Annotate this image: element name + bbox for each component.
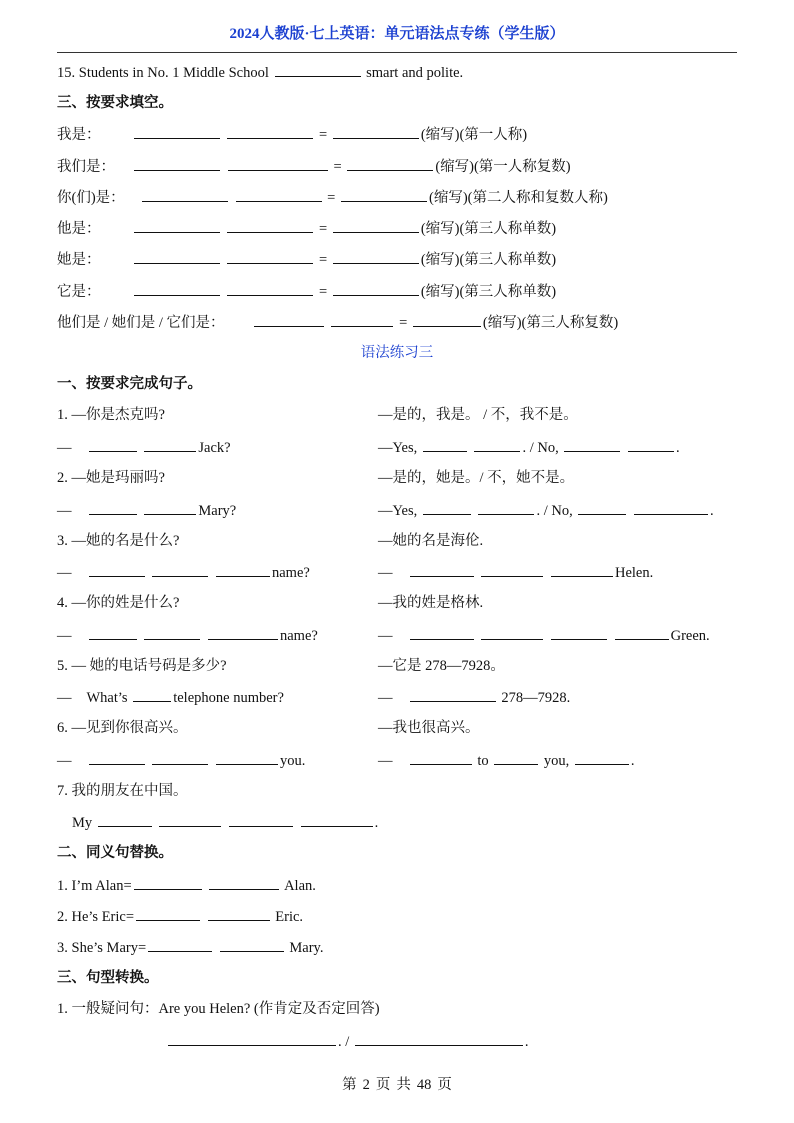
dash: —	[57, 753, 72, 769]
synonym-end: Eric.	[275, 909, 304, 925]
section-title: 三、句型转换。	[57, 970, 159, 986]
equals-sign: =	[319, 221, 328, 237]
blank[interactable]	[144, 500, 196, 515]
blank[interactable]	[333, 249, 419, 264]
a-end: .	[709, 503, 714, 519]
blank[interactable]	[152, 750, 208, 765]
blank[interactable]	[89, 437, 137, 452]
fill-row	[57, 124, 527, 145]
synonym-row	[57, 906, 303, 927]
yes-text: —Yes,	[378, 503, 418, 519]
synonym-end: Mary.	[289, 940, 324, 956]
blank[interactable]	[341, 187, 427, 202]
transform-answer	[166, 1031, 529, 1052]
fill-note: (缩写)(第一人称)	[420, 127, 528, 143]
blank[interactable]	[89, 500, 137, 515]
blank[interactable]	[227, 281, 313, 296]
blank[interactable]	[229, 812, 293, 827]
blank[interactable]	[227, 218, 313, 233]
dash: —	[378, 753, 393, 769]
blank[interactable]	[142, 187, 228, 202]
synonym-text: 1. I’m Alan=	[57, 878, 132, 894]
blank[interactable]	[208, 625, 278, 640]
blank[interactable]	[578, 500, 626, 515]
sep-text: . / No,	[536, 503, 573, 519]
a-end: Helen.	[615, 565, 654, 581]
blank[interactable]	[355, 1031, 523, 1046]
q-end: name?	[272, 565, 310, 581]
footer-text: 共	[396, 1077, 411, 1093]
blank[interactable]	[236, 187, 322, 202]
footer-text: 页	[375, 1077, 391, 1093]
sentence-1-q-blanks	[57, 437, 231, 458]
dash: —	[57, 503, 72, 519]
q-end: Mary?	[198, 503, 237, 519]
dash: —	[378, 628, 393, 644]
q-pre: What’s	[86, 690, 128, 706]
sep-text: . /	[338, 1034, 350, 1050]
blank[interactable]	[89, 625, 137, 640]
blank[interactable]	[564, 437, 620, 452]
fill-label: 他们是 / 她们是 / 它们是：	[57, 315, 225, 331]
a-end: .	[675, 440, 680, 456]
total-pages: 48	[416, 1077, 432, 1093]
blank[interactable]	[331, 312, 393, 327]
sentence-5-answer: —它是 278—7928。	[378, 658, 505, 674]
to-text: to	[477, 753, 489, 769]
sentence-1-question: 1. —你是杰克吗?	[57, 407, 165, 423]
footer-text: 页	[437, 1077, 452, 1093]
dash: —	[57, 628, 72, 644]
blank[interactable]	[144, 625, 200, 640]
sentence-3-q-blanks	[57, 562, 310, 583]
blank[interactable]	[474, 437, 520, 452]
synonym-row	[57, 937, 323, 958]
blank[interactable]	[410, 562, 474, 577]
fill-note: (缩写)(第三人称复数)	[482, 315, 619, 331]
blank[interactable]	[136, 906, 200, 921]
sentence-3-a-blanks	[378, 562, 653, 583]
fill-label: 我们是：	[57, 159, 115, 175]
sentence-1-answer: —是的，我是。 / 不，我不是。	[378, 407, 578, 423]
question-15	[57, 62, 463, 83]
blank[interactable]	[628, 437, 674, 452]
sentence-3-answer: —她的名是海伦.	[378, 533, 484, 549]
blank[interactable]	[413, 312, 481, 327]
fill-note: (缩写)(第二人称和复数人称)	[428, 190, 608, 206]
blank[interactable]	[551, 625, 607, 640]
blank[interactable]	[144, 437, 196, 452]
blank[interactable]	[423, 437, 467, 452]
fill-note: (缩写)(第一人称复数)	[435, 159, 571, 175]
sep-text: . / No,	[522, 440, 559, 456]
sentence-1-a-blanks	[378, 437, 680, 458]
q-end: telephone number?	[173, 690, 284, 706]
equals-sign: =	[399, 315, 408, 331]
fill-row	[57, 312, 618, 333]
q15-end: smart and polite.	[366, 65, 464, 81]
a-end: .	[630, 753, 635, 769]
fill-note: (缩写)(第三人称单数)	[420, 284, 557, 300]
fill-label: 我是：	[57, 127, 101, 143]
blank[interactable]	[168, 1031, 336, 1046]
page-number: 2	[362, 1077, 370, 1093]
fill-row	[57, 187, 608, 208]
blank[interactable]	[301, 812, 373, 827]
footer-text: 第	[342, 1077, 357, 1093]
yes-text: —Yes,	[378, 440, 418, 456]
blank[interactable]	[134, 875, 202, 890]
blank[interactable]	[208, 906, 270, 921]
blank[interactable]	[134, 124, 220, 139]
blank[interactable]	[551, 562, 613, 577]
q15-text: 15. Students in No. 1 Middle School	[57, 65, 269, 81]
sentence-2-question: 2. —她是玛丽吗?	[57, 470, 165, 486]
fill-row	[57, 249, 556, 270]
blank[interactable]	[216, 562, 270, 577]
sentence-6-a-blanks	[378, 750, 635, 771]
sentence-4-answer: —我的姓是格林.	[378, 595, 484, 611]
end-text: .	[374, 815, 379, 831]
sentence-2-answer: —是的，她是。/ 不，她不是。	[378, 470, 575, 486]
sentence-6-answer: —我也很高兴。	[378, 720, 480, 736]
page-footer	[0, 1073, 794, 1094]
end-text: .	[524, 1034, 529, 1050]
dash: —	[57, 440, 72, 456]
fill-label: 他是：	[57, 221, 101, 237]
blank[interactable]	[134, 156, 220, 171]
synonym-text: 3. She’s Mary=	[57, 940, 147, 956]
blank[interactable]	[410, 625, 474, 640]
blank[interactable]	[209, 875, 279, 890]
sentence-2-a-blanks	[378, 500, 714, 521]
blank[interactable]	[333, 218, 419, 233]
section-title: 一、按要求完成句子。	[57, 376, 202, 392]
blank[interactable]	[347, 156, 433, 171]
blank[interactable]	[89, 750, 145, 765]
blank[interactable]	[423, 500, 471, 515]
blank[interactable]	[159, 812, 221, 827]
blank[interactable]	[133, 687, 171, 702]
blank[interactable]	[134, 281, 220, 296]
blank[interactable]	[478, 500, 534, 515]
equals-sign: =	[327, 190, 336, 206]
blank[interactable]	[410, 750, 472, 765]
q-end: Jack?	[198, 440, 231, 456]
sentence-5-a-blanks	[378, 687, 570, 708]
blank[interactable]	[275, 62, 361, 77]
blank[interactable]	[333, 124, 419, 139]
you-text: you,	[543, 753, 570, 769]
sentence-7-blanks	[72, 812, 378, 833]
blank[interactable]	[227, 249, 313, 264]
dash: —	[378, 565, 393, 581]
blank[interactable]	[134, 249, 220, 264]
blank[interactable]	[228, 156, 328, 171]
equals-sign: =	[319, 127, 328, 143]
fill-label: 她是：	[57, 252, 101, 268]
sentence-6-q-blanks	[57, 750, 305, 771]
fill-label: 它是：	[57, 284, 101, 300]
fill-note: (缩写)(第三人称单数)	[420, 252, 557, 268]
blank[interactable]	[216, 750, 278, 765]
blank[interactable]	[575, 750, 629, 765]
synonym-end: Alan.	[284, 878, 316, 894]
sentence-6-question: 6. —见到你很高兴。	[57, 720, 188, 736]
sentence-7-question: 7. 我的朋友在中国。	[57, 783, 188, 799]
equals-sign: =	[319, 284, 328, 300]
page-header: 2024人教版·七上英语：单元语法点专练（学生版）	[229, 26, 565, 42]
blank[interactable]	[134, 218, 220, 233]
sentence-3-question: 3. —她的名是什么?	[57, 533, 180, 549]
synonym-row	[57, 875, 316, 896]
fill-row	[57, 281, 556, 302]
blank[interactable]	[494, 750, 538, 765]
my-text: My	[72, 815, 93, 831]
blank[interactable]	[615, 625, 669, 640]
synonym-text: 2. He’s Eric=	[57, 909, 135, 925]
sentence-4-question: 4. —你的姓是什么?	[57, 595, 180, 611]
fill-row	[57, 156, 571, 177]
sentence-4-a-blanks	[378, 625, 710, 646]
sentence-2-q-blanks	[57, 500, 236, 521]
blank[interactable]	[481, 562, 543, 577]
fill-label: 你(们)是：	[57, 190, 125, 206]
sentence-4-q-blanks	[57, 625, 318, 646]
blank[interactable]	[410, 687, 496, 702]
practice-title: 语法练习三	[360, 345, 434, 361]
blank[interactable]	[148, 937, 212, 952]
blank[interactable]	[220, 937, 284, 952]
sentence-5-question: 5. — 她的电话号码是多少?	[57, 658, 227, 674]
equals-sign: =	[333, 159, 342, 175]
blank[interactable]	[227, 124, 313, 139]
equals-sign: =	[319, 252, 328, 268]
dash: —	[57, 690, 72, 706]
q-end: you.	[280, 753, 306, 769]
a-end: 278—7928.	[501, 690, 571, 706]
a-end: Green.	[670, 628, 710, 644]
fill-note: (缩写)(第三人称单数)	[420, 221, 557, 237]
blank[interactable]	[89, 562, 145, 577]
blank[interactable]	[152, 562, 208, 577]
blank[interactable]	[634, 500, 708, 515]
sentence-5-q-blanks	[57, 687, 284, 708]
blank[interactable]	[333, 281, 419, 296]
blank[interactable]	[254, 312, 324, 327]
fill-row	[57, 218, 556, 239]
header-divider	[57, 52, 737, 53]
dash: —	[57, 565, 72, 581]
blank[interactable]	[98, 812, 152, 827]
section-title: 二、同义句替换。	[57, 845, 173, 861]
transform-question: 1. 一般疑问句：Are you Helen? (作肯定及否定回答)	[57, 1001, 380, 1017]
blank[interactable]	[481, 625, 543, 640]
dash: —	[378, 690, 393, 706]
q-end: name?	[280, 628, 318, 644]
section-title: 三、按要求填空。	[57, 95, 173, 111]
